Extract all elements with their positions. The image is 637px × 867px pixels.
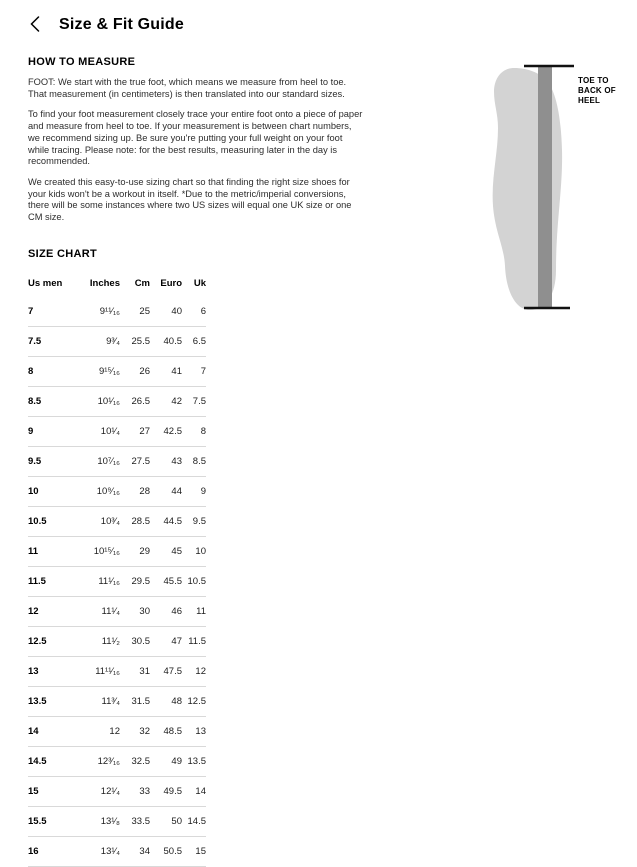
table-cell: 14 <box>182 776 206 806</box>
table-cell: 32.5 <box>120 746 150 776</box>
column-header-uk: Uk <box>193 277 206 289</box>
table-cell: 9³⁄₄ <box>68 326 120 356</box>
table-cell: 10¹⁄₄ <box>68 416 120 446</box>
table-cell: 42 <box>150 386 182 416</box>
table-cell: 47 <box>150 626 182 656</box>
table-cell: 10 <box>28 476 68 506</box>
table-cell: 10⁹⁄₁₆ <box>68 476 120 506</box>
table-cell: 6.5 <box>182 326 206 356</box>
page-title: Size & Fit Guide <box>59 16 184 33</box>
table-cell: 12 <box>68 716 120 746</box>
table-row <box>28 566 206 596</box>
table-cell: 8.5 <box>28 386 68 416</box>
table-cell: 28 <box>120 476 150 506</box>
table-cell: 48.5 <box>150 716 182 746</box>
table-row <box>28 386 206 416</box>
table-cell: 13 <box>182 716 206 746</box>
diagram-label-line: BACK OF <box>578 86 616 95</box>
table-cell: 14.5 <box>182 806 206 836</box>
table-cell: 27.5 <box>120 446 150 476</box>
table-cell: 10 <box>182 536 206 566</box>
table-cell: 11.5 <box>28 566 68 596</box>
table-cell: 13.5 <box>28 686 68 716</box>
table-cell: 11¹⁄₁₆ <box>68 566 120 596</box>
table-cell: 13¹⁄₄ <box>68 836 120 866</box>
table-cell: 9 <box>182 476 206 506</box>
table-cell: 9¹¹⁄₁₆ <box>68 297 120 327</box>
table-cell: 15 <box>28 776 68 806</box>
table-cell: 50 <box>150 806 182 836</box>
table-cell: 7 <box>182 356 206 386</box>
table-row <box>28 326 206 356</box>
table-cell: 12 <box>28 596 68 626</box>
table-cell: 7.5 <box>28 326 68 356</box>
page-header <box>0 0 637 34</box>
table-cell: 29.5 <box>120 566 150 596</box>
table-row <box>28 506 206 536</box>
table-cell: 43 <box>150 446 182 476</box>
table-cell: 6 <box>182 297 206 327</box>
column-header-cm: Cm <box>134 277 150 289</box>
table-cell: 15 <box>182 836 206 866</box>
table-cell: 25 <box>120 297 150 327</box>
table-cell: 11³⁄₄ <box>68 686 120 716</box>
chevron-left-icon <box>29 16 40 35</box>
table-cell: 11 <box>182 596 206 626</box>
table-row <box>28 746 206 776</box>
table-cell: 49 <box>150 746 182 776</box>
table-cell: 34 <box>120 836 150 866</box>
table-cell: 8.5 <box>182 446 206 476</box>
table-cell: 7 <box>28 297 68 327</box>
table-cell: 9.5 <box>182 506 206 536</box>
table-row <box>28 356 206 386</box>
table-cell: 10.5 <box>182 566 206 596</box>
size-chart-heading: SIZE CHART <box>28 247 97 260</box>
table-row <box>28 626 206 656</box>
table-cell: 27 <box>120 416 150 446</box>
table-cell: 30.5 <box>120 626 150 656</box>
table-cell: 12.5 <box>28 626 68 656</box>
table-row <box>28 297 206 327</box>
table-cell: 13¹⁄₈ <box>68 806 120 836</box>
table-cell: 9.5 <box>28 446 68 476</box>
table-cell: 47.5 <box>150 656 182 686</box>
table-cell: 50.5 <box>150 836 182 866</box>
table-cell: 32 <box>120 716 150 746</box>
foot-measurement-diagram <box>482 60 632 320</box>
table-row <box>28 806 206 836</box>
table-cell: 29 <box>120 536 150 566</box>
table-cell: 45.5 <box>150 566 182 596</box>
table-cell: 15.5 <box>28 806 68 836</box>
how-to-measure-heading: HOW TO MEASURE <box>28 56 136 68</box>
size-chart-table <box>28 272 206 867</box>
table-row <box>28 596 206 626</box>
table-cell: 10⁷⁄₁₆ <box>68 446 120 476</box>
table-cell: 12³⁄₁₆ <box>68 746 120 776</box>
table-row <box>28 656 206 686</box>
table-cell: 11¹⁄₄ <box>68 596 120 626</box>
table-cell: 44.5 <box>150 506 182 536</box>
table-cell: 40.5 <box>150 326 182 356</box>
diagram-label-line: HEEL <box>578 96 601 105</box>
table-cell: 16 <box>28 836 68 866</box>
table-cell: 13 <box>28 656 68 686</box>
column-header-euro: Euro <box>160 277 182 289</box>
table-cell: 46 <box>150 596 182 626</box>
table-row <box>28 446 206 476</box>
column-header-inches: Inches <box>89 277 120 289</box>
table-cell: 9¹⁵⁄₁₆ <box>68 356 120 386</box>
table-cell: 33 <box>120 776 150 806</box>
table-cell: 11 <box>28 536 68 566</box>
table-cell: 14 <box>28 716 68 746</box>
main-content <box>0 56 373 867</box>
table-cell: 25.5 <box>120 326 150 356</box>
table-cell: 8 <box>182 416 206 446</box>
table-cell: 7.5 <box>182 386 206 416</box>
table-cell: 28.5 <box>120 506 150 536</box>
table-row <box>28 776 206 806</box>
diagram-label-line: TOE TO <box>578 76 609 85</box>
table-cell: 26.5 <box>120 386 150 416</box>
table-cell: 10³⁄₄ <box>68 506 120 536</box>
table-cell: 44 <box>150 476 182 506</box>
header-row <box>28 272 206 297</box>
measure-paragraph-trace: To find your foot measurement closely trace your entire foot onto a piece of paper and measure from heel to toe. If your measurement is between chart numbers, we recommend sizing up. Be sure you're putting your full weight on your foot while tracing. Please note: for the best results, measuring later in the day is recommended. <box>28 109 363 167</box>
column-header-us-men: Us men <box>28 277 63 289</box>
table-row <box>28 686 206 716</box>
table-cell: 8 <box>28 356 68 386</box>
table-cell: 11¹¹⁄₁₆ <box>68 656 120 686</box>
table-cell: 12.5 <box>182 686 206 716</box>
table-cell: 10¹⁄₁₆ <box>68 386 120 416</box>
table-cell: 45 <box>150 536 182 566</box>
table-cell: 48 <box>150 686 182 716</box>
diagram-label <box>578 76 616 106</box>
table-row <box>28 536 206 566</box>
table-row <box>28 836 206 866</box>
table-cell: 11¹⁄₂ <box>68 626 120 656</box>
back-button[interactable] <box>27 16 41 34</box>
measure-paragraph-chart-note: We created this easy-to-use sizing chart so that finding the right size shoes for your kids won't be a workout in itself. *Due to the metric/imperial conversions, there will be some instances where two US sizes will equal one UK size or one CM size. <box>28 176 352 223</box>
measure-paragraph-foot: FOOT: We start with the true foot, which means we measure from heel to toe. That measurement (in centimeters) is then translated into our standard sizes. <box>28 77 347 99</box>
table-cell: 49.5 <box>150 776 182 806</box>
table-cell: 33.5 <box>120 806 150 836</box>
table-cell: 31 <box>120 656 150 686</box>
table-row <box>28 716 206 746</box>
table-cell: 31.5 <box>120 686 150 716</box>
table-row <box>28 416 206 446</box>
table-cell: 41 <box>150 356 182 386</box>
table-cell: 12 <box>182 656 206 686</box>
table-cell: 10.5 <box>28 506 68 536</box>
table-cell: 14.5 <box>28 746 68 776</box>
table-cell: 40 <box>150 297 182 327</box>
table-cell: 26 <box>120 356 150 386</box>
table-cell: 10¹⁵⁄₁₆ <box>68 536 120 566</box>
size-chart-header <box>28 272 206 297</box>
table-cell: 13.5 <box>182 746 206 776</box>
table-cell: 9 <box>28 416 68 446</box>
foot-illustration-icon <box>482 60 574 314</box>
table-cell: 11.5 <box>182 626 206 656</box>
size-chart-body <box>28 297 206 867</box>
table-cell: 42.5 <box>150 416 182 446</box>
table-row <box>28 476 206 506</box>
table-cell: 30 <box>120 596 150 626</box>
table-cell: 12¹⁄₄ <box>68 776 120 806</box>
